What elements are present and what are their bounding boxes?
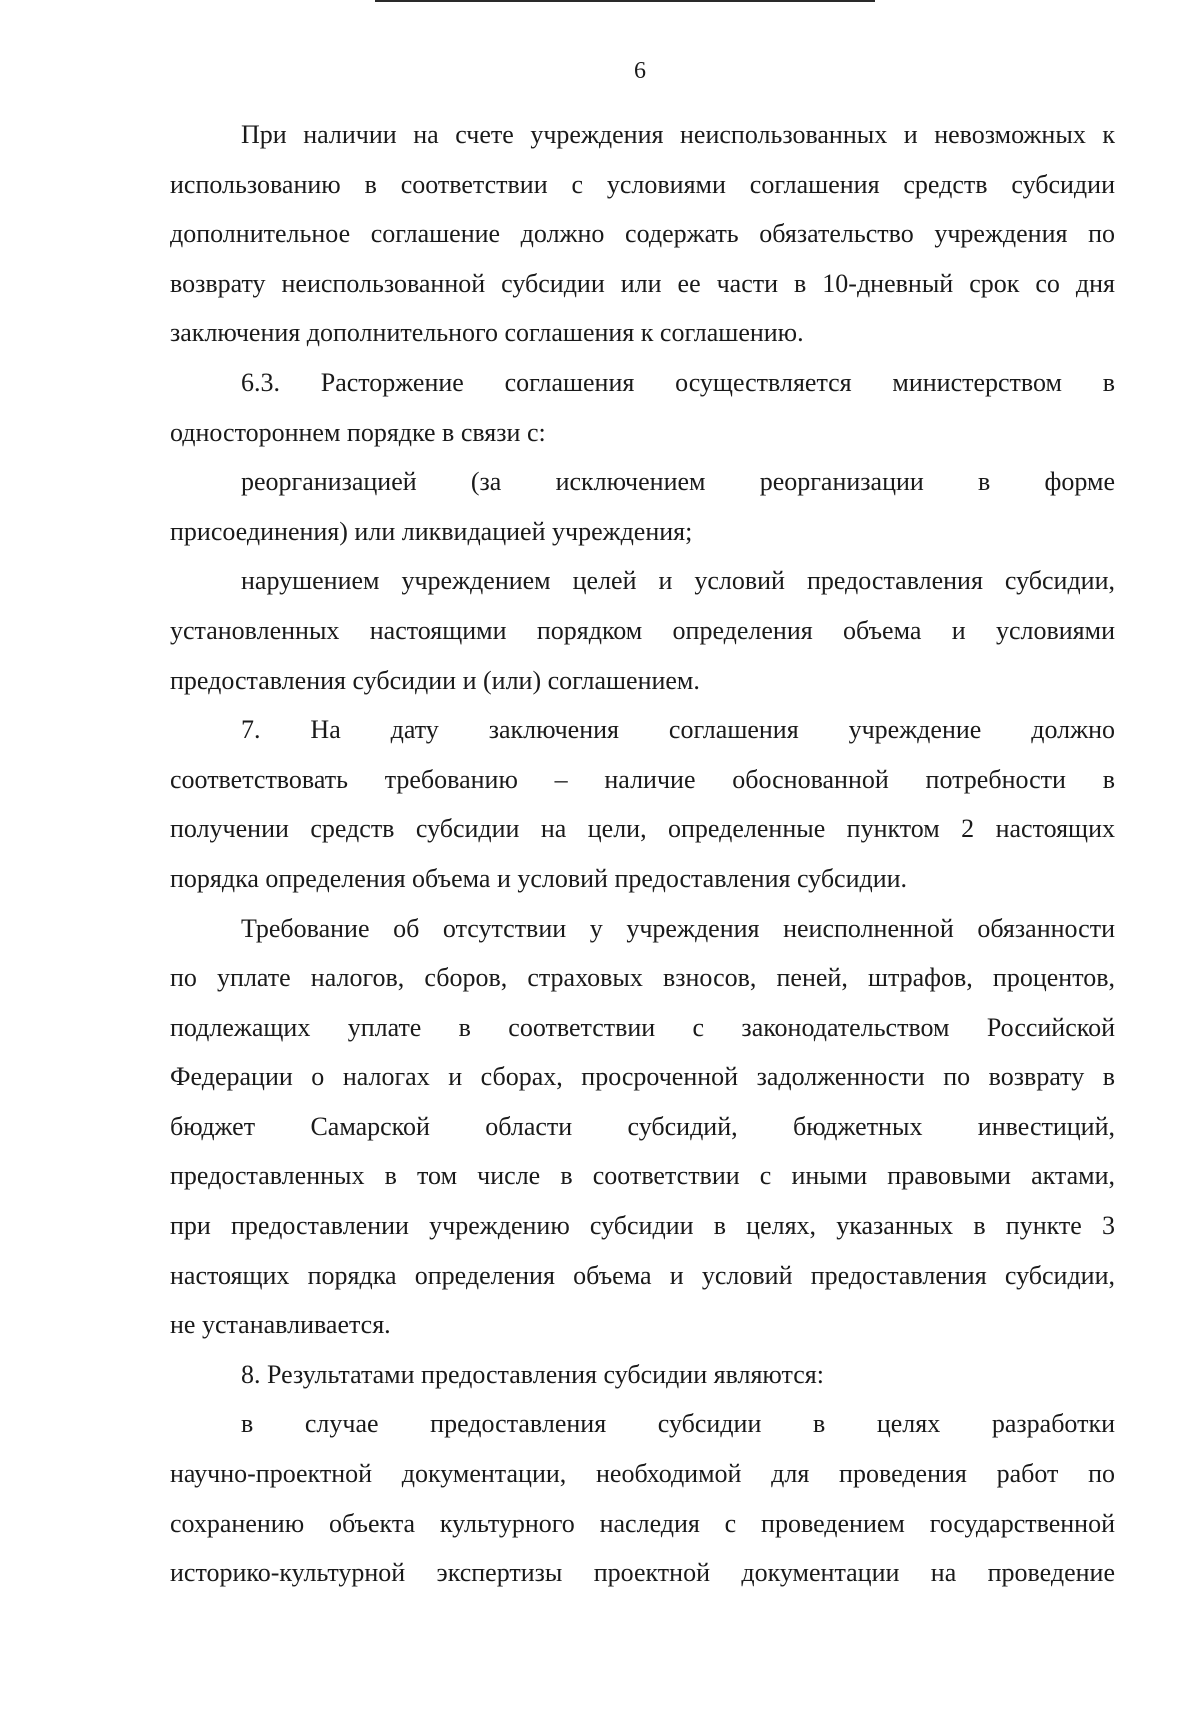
text-line: Федерации о налогах и сборах, просроченной задолженности по возврату в <box>170 1062 1115 1092</box>
text-line: не устанавливается. <box>170 1310 391 1340</box>
text-line: 6.3. Расторжение соглашения осуществляется министерством в <box>241 367 1115 397</box>
text-line: получении средств субсидии на цели, определенные пунктом 2 настоящих <box>170 814 1115 844</box>
text-line: При наличии на счете учреждения неиспользованных и невозможных к <box>241 120 1115 149</box>
text-line: соответствовать требованию – наличие обоснованной потребности в <box>170 764 1115 794</box>
text-line: 7. На дату заключения соглашения учреждение должно <box>241 715 1115 745</box>
text-line: сохранению объекта культурного наследия с проведением государственной <box>170 1508 1115 1538</box>
text-line: бюджет Самарской области субсидий, бюджетных инвестиций, <box>170 1111 1115 1141</box>
text-line: подлежащих уплате в соответствии с законодательством Российской <box>170 1012 1115 1042</box>
text-line: при предоставлении учреждению субсидии в целях, указанных в пункте 3 <box>170 1211 1115 1241</box>
document-body <box>170 110 1115 1598</box>
text-line: порядка определения объема и условий предоставления субсидии. <box>170 863 908 893</box>
top-rule <box>375 0 875 2</box>
text-line: возврату неиспользованной субсидии или ее части в 10-дневный срок со дня <box>170 268 1115 298</box>
text-line: Требование об отсутствии у учреждения неисполненной обязанности <box>241 913 1115 943</box>
text-line: присоединения) или ликвидацией учреждения; <box>170 516 693 546</box>
text-line: дополнительное соглашение должно содержать обязательство учреждения по <box>170 219 1115 249</box>
text-line: настоящих порядка определения объема и условий предоставления субсидии, <box>170 1260 1115 1290</box>
text-line: нарушением учреждением целей и условий предоставления субсидии, <box>241 566 1115 596</box>
text-line: установленных настоящими порядком определения объема и условиями <box>170 615 1115 645</box>
text-line: в случае предоставления субсидии в целях разработки <box>241 1409 1115 1439</box>
text-line: заключения дополнительного соглашения к соглашению. <box>170 318 804 348</box>
text-line: 8. Результатами предоставления субсидии являются: <box>241 1359 824 1389</box>
text-line: предоставления субсидии и (или) соглашением. <box>170 665 700 695</box>
text-line: научно-проектной документации, необходимой для проведения работ по <box>170 1459 1115 1489</box>
page-number: 6 <box>634 58 646 84</box>
text-line: предоставленных в том числе в соответствии с иными правовыми актами, <box>170 1161 1115 1191</box>
text-line: историко-культурной экспертизы проектной документации на проведение <box>170 1558 1115 1588</box>
text-line: одностороннем порядке в связи с: <box>170 417 546 447</box>
text-line: использованию в соответствии с условиями соглашения средств субсидии <box>170 169 1115 199</box>
text-line: по уплате налогов, сборов, страховых взносов, пеней, штрафов, процентов, <box>170 963 1115 993</box>
text-line: реорганизацией (за исключением реорганизации в форме <box>241 467 1115 497</box>
